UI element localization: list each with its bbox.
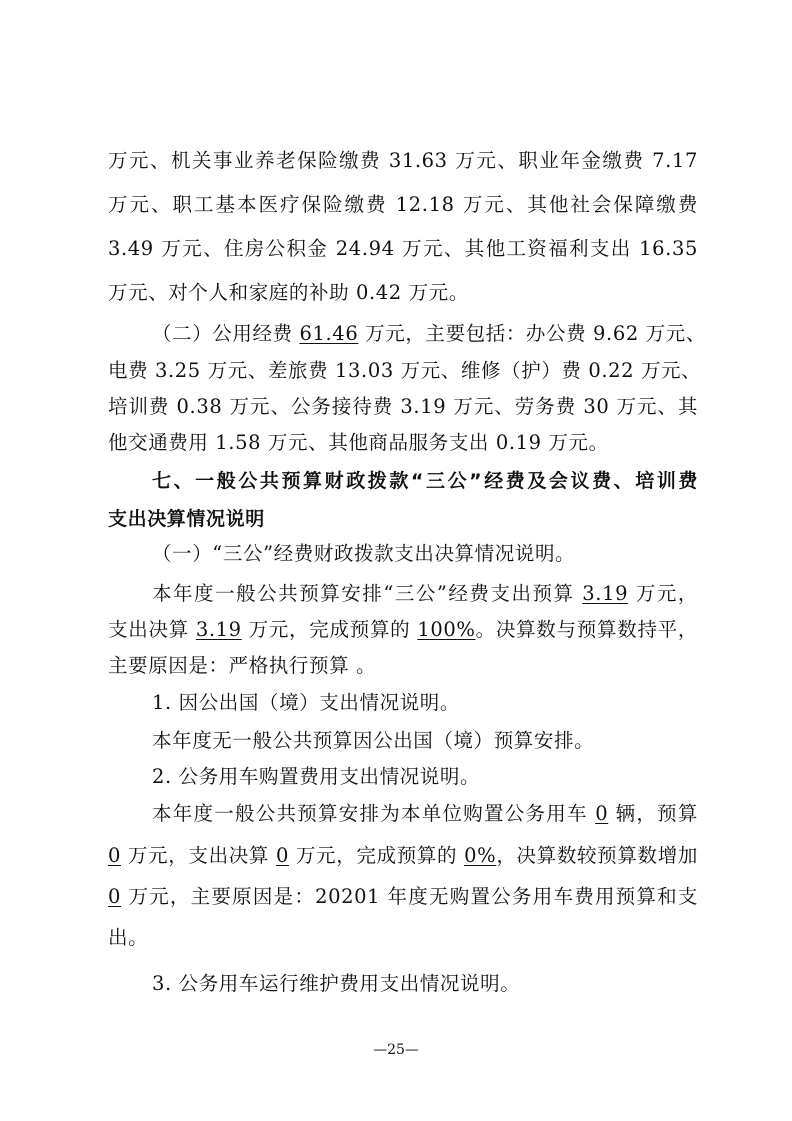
paragraph-line: 0 万元，主要原因是：20201 年度无购置公务用车费用预算和支 [108, 885, 698, 908]
paragraph-line: 出。 [108, 926, 149, 949]
underlined-value: 0 [275, 844, 289, 867]
paragraph-line: 3.49 万元、住房公积金 24.94 万元、其他工资福利支出 16.35 [108, 237, 698, 260]
section-line: （二）公用经费 61.46 万元，主要包括：办公费 9.62 万元、 [152, 322, 706, 345]
paragraph-line: 万元、机关事业养老保险缴费 31.63 万元、职业年金缴费 7.17 [108, 149, 698, 172]
paragraph-line: 本年度无一般公共预算因公出国（境）预算安排。 [152, 729, 595, 752]
paragraph-line: 万元、职工基本医疗保险缴费 12.18 万元、其他社会保障缴费 [108, 193, 698, 216]
paragraph-line: 培训费 0.38 万元、公务接待费 3.19 万元、劳务费 30 万元、其 [108, 395, 698, 418]
underlined-value: 0 [108, 885, 122, 908]
underlined-value: 3.19 [582, 582, 629, 605]
paragraph-line: 电费 3.25 万元、差旅费 13.03 万元、维修（护）费 0.22 万元、 [108, 359, 702, 382]
underlined-value: 3.19 [195, 618, 242, 641]
page-number: —25— [373, 1042, 419, 1058]
section-heading: 支出决算情况说明 [108, 508, 265, 530]
item-heading: 2. 公务用车购置费用支出情况说明。 [152, 765, 481, 788]
paragraph-line: 万元、对个人和家庭的补助 0.42 万元。 [108, 281, 469, 304]
item-heading: 3. 公务用车运行维护费用支出情况说明。 [152, 972, 521, 995]
underlined-value: 0 [595, 802, 609, 825]
paragraph-line: 他交通费用 1.58 万元、其他商品服务支出 0.19 万元。 [108, 431, 609, 454]
paragraph-line: 0 万元，支出决算 0 万元，完成预算的 0%，决算数较预算数增加 [108, 844, 698, 867]
paragraph-line: 支出决算 3.19 万元，完成预算的 100%。决算数与预算数持平， [108, 618, 698, 641]
paragraph-line: 本年度一般公共预算安排“三公”经费支出预算 3.19 万元， [152, 582, 698, 605]
section-heading: 七、一般公共预算财政拨款“三公”经费及会议费、培训费 [152, 470, 698, 492]
item-heading: 1. 因公出国（境）支出情况说明。 [152, 691, 461, 714]
underlined-value: 61.46 [299, 322, 359, 345]
underlined-value: 0% [464, 844, 497, 867]
paragraph-line: 主要原因是：严格执行预算 。 [108, 654, 377, 677]
underlined-value: 0 [108, 844, 122, 867]
underlined-value: 100% [417, 618, 476, 641]
subsection-heading: （一）“三公”经费财政拨款支出决算情况说明。 [152, 542, 576, 565]
paragraph-line: 本年度一般公共预算安排为本单位购置公务用车 0 辆，预算 [152, 802, 698, 825]
